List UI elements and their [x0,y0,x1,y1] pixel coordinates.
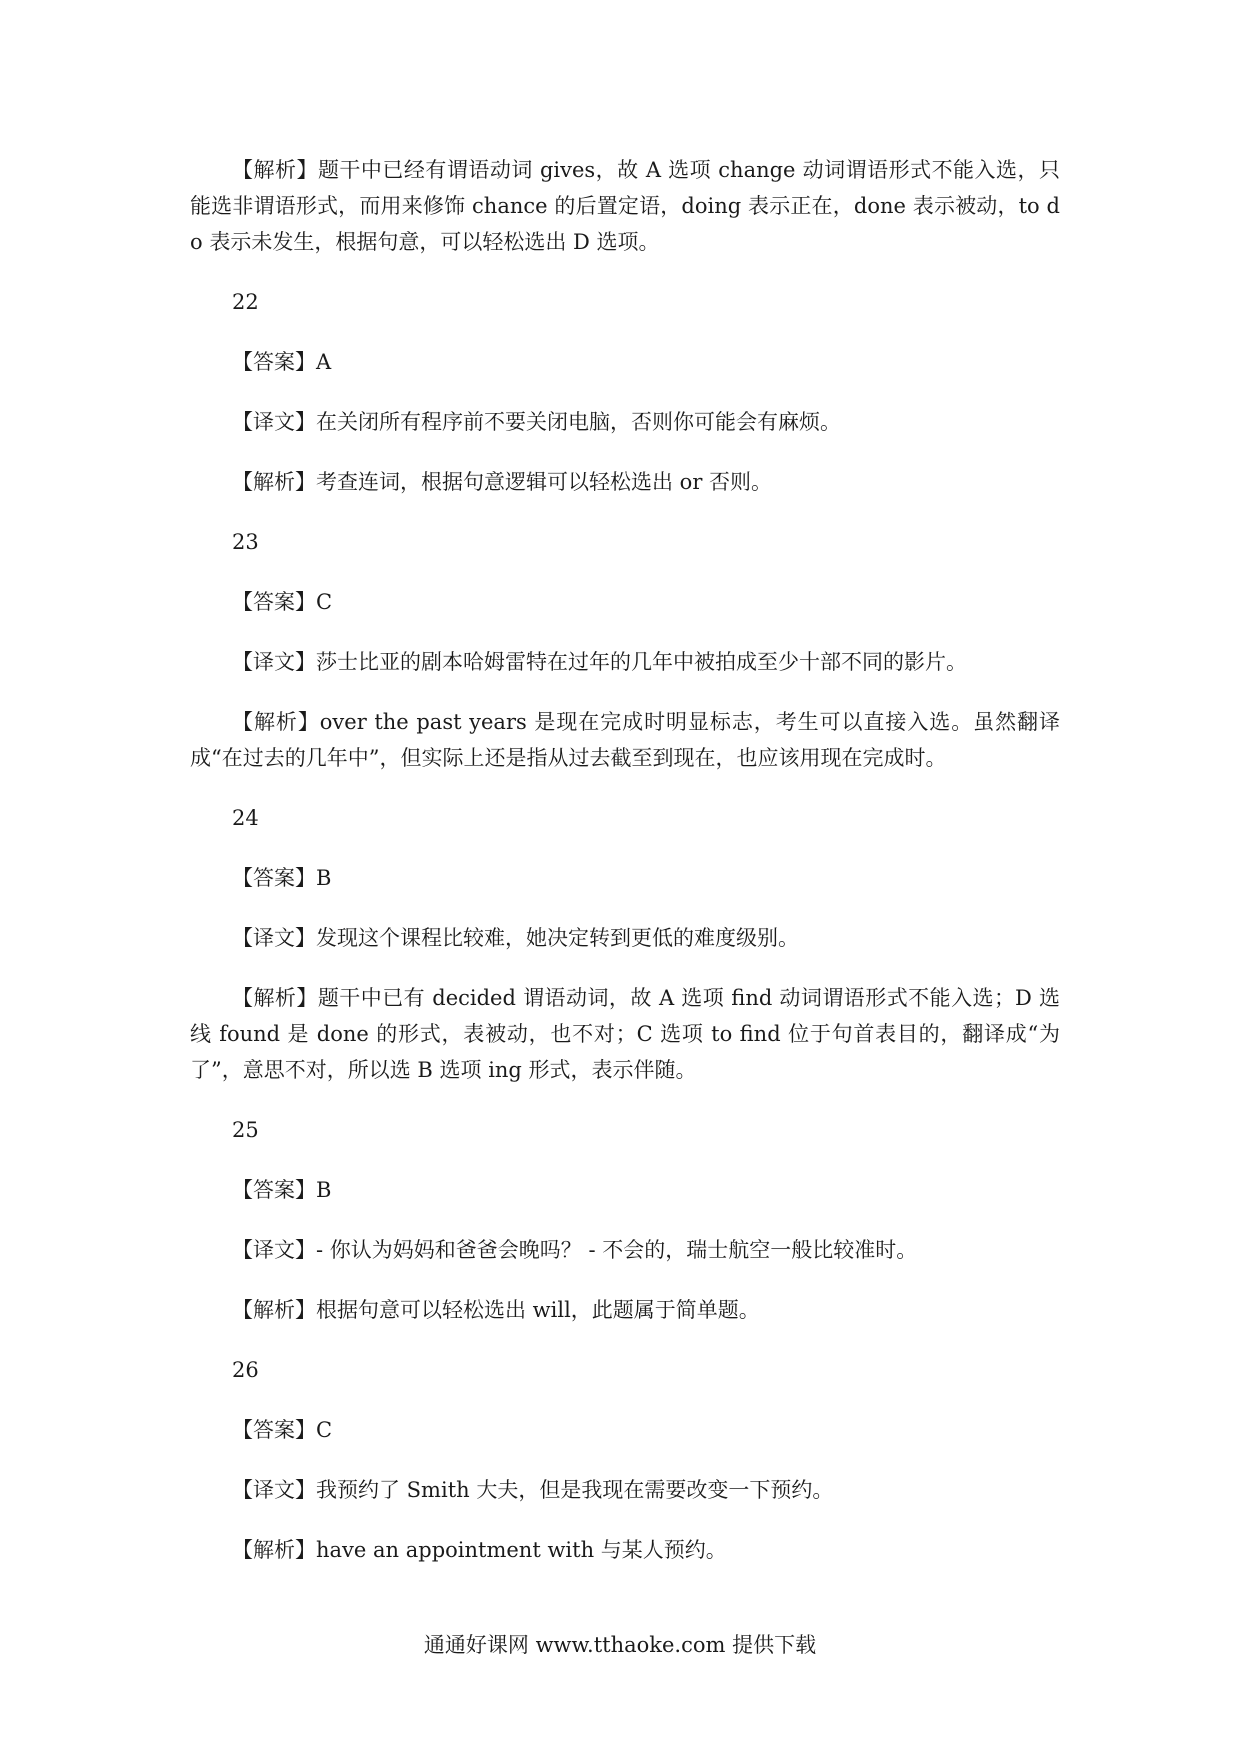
paragraph-translation-24: 【译文】发现这个课程比较难，她决定转到更低的难度级别。 [232,926,799,950]
question-number-25: 25 [232,1118,259,1142]
paragraph-translation-26: 【译文】我预约了 Smith 大夫，但是我现在需要改变一下预约。 [232,1478,834,1502]
paragraph-analysis-24: 【解析】题干中已有 decided 谓语动词，故 A 选项 find 动词谓语形式不能入选；D 选线 found 是 done 的形式，表被动，也不对；C 选项 to find 位于句首表目的，翻译成“为了”，意思不对，所以选 B 选项 ing 形式，表示伴随。 [190,986,1060,1082]
paragraph-analysis-26: 【解析】have an appointment with 与某人预约。 [232,1538,727,1562]
paragraph-translation-25: 【译文】- 你认为妈妈和爸爸会晚吗？ - 不会的，瑞士航空一般比较准时。 [232,1238,918,1262]
page-content [190,152,1060,1592]
paragraph-translation-22: 【译文】在关闭所有程序前不要关闭电脑，否则你可能会有麻烦。 [232,410,841,434]
paragraph-answer-22: 【答案】A [232,350,332,374]
question-number-23: 23 [232,530,259,554]
paragraph-answer-25: 【答案】B [232,1178,332,1202]
paragraph-answer-24: 【答案】B [232,866,332,890]
paragraph-answer-26: 【答案】C [232,1418,333,1442]
question-number-26: 26 [232,1358,259,1382]
page-footer: 通通好课网 www.tthaoke.com 提供下载 [423,1633,817,1657]
paragraph-answer-23: 【答案】C [232,590,333,614]
question-number-22: 22 [232,290,259,314]
question-number-24: 24 [232,806,259,830]
paragraph-translation-23: 【译文】莎士比亚的剧本哈姆雷特在过年的几年中被拍成至少十部不同的影片。 [232,650,967,674]
paragraph-analysis-23: 【解析】over the past years 是现在完成时明显标志，考生可以直接入选。虽然翻译成“在过去的几年中”，但实际上还是指从过去截至到现在，也应该用现在完成时。 [190,710,1060,770]
paragraph-analysis-21: 【解析】题干中已经有谓语动词 gives，故 A 选项 change 动词谓语形式不能入选，只能选非谓语形式，而用来修饰 chance 的后置定语，doing 表示正在，done 表示被动，to do 表示未发生，根据句意，可以轻松选出 D 选项。 [190,158,1060,254]
paragraph-analysis-22: 【解析】考查连词，根据句意逻辑可以轻松选出 or 否则。 [232,470,773,494]
paragraph-analysis-25: 【解析】根据句意可以轻松选出 will，此题属于简单题。 [232,1298,760,1322]
